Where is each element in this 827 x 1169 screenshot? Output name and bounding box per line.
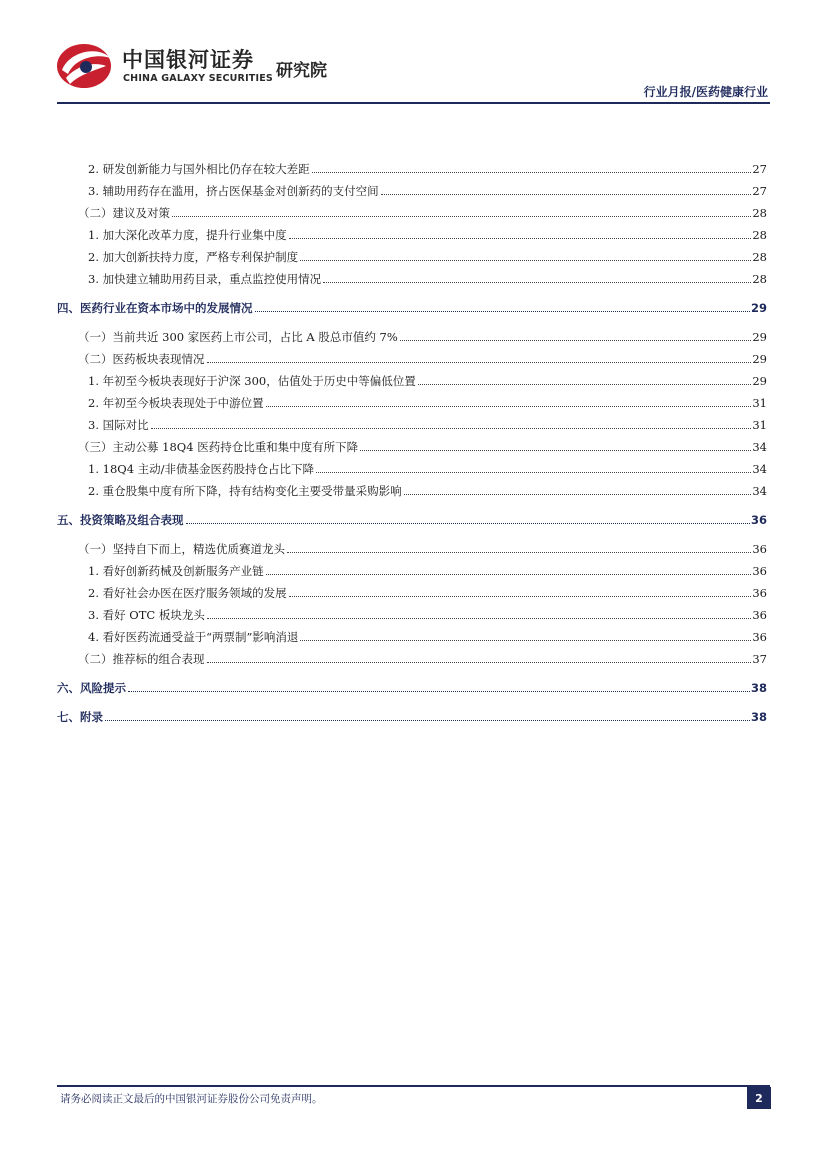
toc-entry[interactable] <box>57 538 767 556</box>
toc-entry-page: 29 <box>750 301 767 315</box>
toc-entry[interactable] <box>57 706 767 724</box>
toc-entry-label: 六、风险提示 <box>57 681 126 695</box>
toc-leader-dots <box>360 450 751 451</box>
toc-leader-dots <box>207 618 752 619</box>
toc-entry-page: 31 <box>752 396 767 410</box>
brand-name-cn: 中国银河证券 <box>122 48 254 72</box>
toc-leader-dots <box>300 260 751 261</box>
toc-entry-page: 34 <box>752 440 767 454</box>
toc-leader-dots <box>266 406 752 407</box>
toc-entry[interactable] <box>57 509 767 527</box>
page-number: 2 <box>747 1087 771 1109</box>
toc-entry-label: 3. 国际对比 <box>88 418 149 432</box>
toc-entry[interactable] <box>57 246 767 264</box>
toc-entry[interactable] <box>57 326 767 344</box>
toc-entry-label: 四、医药行业在资本市场中的发展情况 <box>57 301 253 315</box>
toc-entry[interactable] <box>57 648 767 666</box>
toc-entry-page: 36 <box>752 608 767 622</box>
toc-entry[interactable] <box>57 297 767 315</box>
toc-entry[interactable] <box>57 224 767 242</box>
company-logo-icon <box>56 40 113 90</box>
toc-entry-page: 36 <box>752 630 767 644</box>
toc-entry-page: 38 <box>750 710 767 724</box>
toc-entry-page: 28 <box>752 250 767 264</box>
toc-leader-dots <box>105 720 750 721</box>
toc-entry-page: 37 <box>752 652 767 666</box>
toc-entry-page: 36 <box>750 513 767 527</box>
toc-leader-dots <box>207 362 752 363</box>
footer-disclaimer: 请务必阅读正文最后的中国银河证券股份公司免责声明。 <box>60 1093 323 1105</box>
toc-leader-dots <box>316 472 751 473</box>
toc-entry-label: 2. 看好社会办医在医疗服务领域的发展 <box>88 586 287 600</box>
toc-leader-dots <box>266 574 752 575</box>
brand-name-en: CHINA GALAXY SECURITIES <box>123 73 273 84</box>
toc-leader-dots <box>289 596 752 597</box>
toc-entry[interactable] <box>57 626 767 644</box>
toc-entry-page: 36 <box>752 542 767 556</box>
toc-entry-page: 29 <box>752 352 767 366</box>
toc-leader-dots <box>300 640 751 641</box>
toc-entry-label: 1. 18Q4 主动/非债基金医药股持仓占比下降 <box>88 462 315 476</box>
toc-entry-label: 五、投资策略及组合表现 <box>57 513 184 527</box>
toc-entry-page: 29 <box>752 330 767 344</box>
toc-leader-dots <box>400 340 752 341</box>
toc-entry-label: 2. 年初至今板块表现处于中游位置 <box>88 396 264 410</box>
toc-entry-label: 2. 重仓股集中度有所下降，持有结构变化主要受带量采购影响 <box>88 484 402 498</box>
toc-entry[interactable] <box>57 158 767 176</box>
institute-name: 研究院 <box>276 61 327 81</box>
toc-entry[interactable] <box>57 436 767 454</box>
toc-entry[interactable] <box>57 604 767 622</box>
toc-entry[interactable] <box>57 268 767 286</box>
toc-leader-dots <box>128 691 750 692</box>
toc-entry-page: 36 <box>752 586 767 600</box>
toc-entry-label: （二）建议及对策 <box>78 206 170 220</box>
toc-entry-label: 1. 年初至今板块表现好于沪深 300，估值处于历史中等偏低位置 <box>88 374 416 388</box>
toc-entry-page: 28 <box>752 272 767 286</box>
toc-leader-dots <box>207 662 752 663</box>
toc-entry-page: 38 <box>750 681 767 695</box>
toc-entry[interactable] <box>57 202 767 220</box>
toc-entry[interactable] <box>57 560 767 578</box>
toc-leader-dots <box>381 194 752 195</box>
toc-entry-page: 31 <box>752 418 767 432</box>
toc-entry[interactable] <box>57 392 767 410</box>
toc-entry-page: 27 <box>752 184 767 198</box>
toc-leader-dots <box>287 552 751 553</box>
toc-entry-label: 4. 看好医药流通受益于“两票制”影响消退 <box>88 630 299 644</box>
toc-leader-dots <box>151 428 752 429</box>
toc-entry-label: 3. 辅助用药存在滥用，挤占医保基金对创新药的支付空间 <box>88 184 379 198</box>
toc-entry[interactable] <box>57 414 767 432</box>
toc-leader-dots <box>404 494 752 495</box>
toc-entry-label: （三）主动公募 18Q4 医药持仓比重和集中度有所下降 <box>78 440 359 454</box>
toc-entry[interactable] <box>57 348 767 366</box>
toc-leader-dots <box>418 384 752 385</box>
toc-entry-page: 29 <box>752 374 767 388</box>
toc-entry-label: 1. 加大深化改革力度，提升行业集中度 <box>88 228 287 242</box>
toc-entry-label: 2. 加大创新扶持力度，严格专利保护制度 <box>88 250 299 264</box>
toc-leader-dots <box>255 311 750 312</box>
toc-entry-page: 28 <box>752 206 767 220</box>
toc-entry-label: 七、附录 <box>57 710 103 724</box>
toc-entry-label: （二）推荐标的组合表现 <box>78 652 205 666</box>
toc-entry[interactable] <box>57 370 767 388</box>
toc-leader-dots <box>323 282 751 283</box>
toc-entry-page: 34 <box>752 462 767 476</box>
toc-entry-page: 28 <box>752 228 767 242</box>
footer-divider <box>57 1085 770 1087</box>
toc-entry-label: （一）坚持自下而上，精选优质赛道龙头 <box>78 542 285 556</box>
toc-entry-label: （二）医药板块表现情况 <box>78 352 205 366</box>
toc-entry[interactable] <box>57 480 767 498</box>
header-divider <box>57 102 770 104</box>
toc-entry-label: 2. 研发创新能力与国外相比仍存在较大差距 <box>88 162 310 176</box>
toc-entry-page: 36 <box>752 564 767 578</box>
toc-entry[interactable] <box>57 180 767 198</box>
toc-entry-page: 27 <box>752 162 767 176</box>
toc-entry[interactable] <box>57 458 767 476</box>
toc-leader-dots <box>289 238 752 239</box>
toc-entry-label: 3. 看好 OTC 板块龙头 <box>88 608 205 622</box>
toc-entry-label: 1. 看好创新药械及创新服务产业链 <box>88 564 264 578</box>
report-type: 行业月报/医药健康行业 <box>643 85 768 99</box>
toc-entry[interactable] <box>57 677 767 695</box>
toc-entry-label: （一）当前共近 300 家医药上市公司，占比 A 股总市值约 7% <box>78 330 398 344</box>
toc-leader-dots <box>186 523 750 524</box>
toc-leader-dots <box>312 172 752 173</box>
toc-entry-page: 34 <box>752 484 767 498</box>
toc-leader-dots <box>172 216 751 217</box>
toc-entry-label: 3. 加快建立辅助用药目录，重点监控使用情况 <box>88 272 322 286</box>
toc-entry[interactable] <box>57 582 767 600</box>
